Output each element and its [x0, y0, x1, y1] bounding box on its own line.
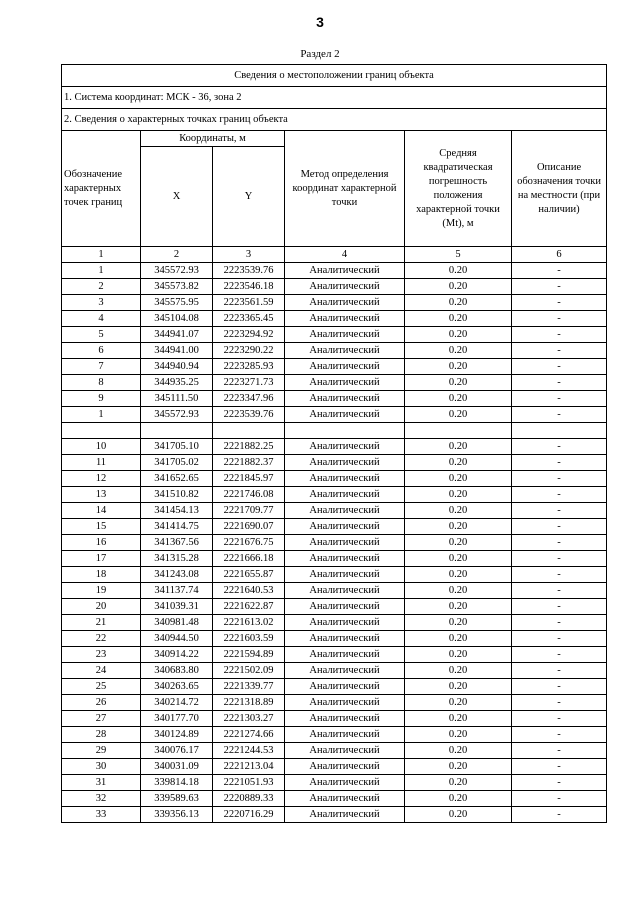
point-number: 17: [62, 551, 141, 567]
method: Аналитический: [285, 503, 405, 519]
error: 0.20: [405, 791, 512, 807]
header-x: X: [141, 147, 213, 247]
x-coordinate: 341510.82: [141, 487, 213, 503]
method: Аналитический: [285, 647, 405, 663]
error: 0.20: [405, 311, 512, 327]
description: -: [512, 263, 607, 279]
method: Аналитический: [285, 759, 405, 775]
x-coordinate: [141, 423, 213, 439]
point-number: 1: [62, 263, 141, 279]
x-coordinate: 341652.65: [141, 471, 213, 487]
table-row: [62, 487, 607, 503]
method: Аналитический: [285, 439, 405, 455]
description: -: [512, 807, 607, 823]
x-coordinate: 340031.09: [141, 759, 213, 775]
y-coordinate: 2221244.53: [213, 743, 285, 759]
error: 0.20: [405, 327, 512, 343]
description: -: [512, 295, 607, 311]
method: Аналитический: [285, 631, 405, 647]
method: Аналитический: [285, 695, 405, 711]
error: 0.20: [405, 759, 512, 775]
table-row: [62, 647, 607, 663]
error: 0.20: [405, 695, 512, 711]
table-row: [62, 263, 607, 279]
table-row: [62, 359, 607, 375]
x-coordinate: 344935.25: [141, 375, 213, 391]
y-coordinate: 2223285.93: [213, 359, 285, 375]
error: 0.20: [405, 519, 512, 535]
method: Аналитический: [285, 455, 405, 471]
table-row: [62, 583, 607, 599]
description: -: [512, 311, 607, 327]
error: 0.20: [405, 359, 512, 375]
y-coordinate: 2223365.45: [213, 311, 285, 327]
point-number: [62, 423, 141, 439]
table-row: [62, 455, 607, 471]
point-number: 15: [62, 519, 141, 535]
table-row: [62, 551, 607, 567]
header-method: Метод определения координат характерной точки: [285, 131, 405, 247]
table-row: [62, 631, 607, 647]
error: 0.20: [405, 615, 512, 631]
description: -: [512, 503, 607, 519]
x-coordinate: 341367.56: [141, 535, 213, 551]
description: -: [512, 631, 607, 647]
x-coordinate: 344940.94: [141, 359, 213, 375]
error: 0.20: [405, 503, 512, 519]
method: Аналитический: [285, 327, 405, 343]
table-row: [62, 727, 607, 743]
point-number: 21: [62, 615, 141, 631]
error: 0.20: [405, 551, 512, 567]
method: Аналитический: [285, 535, 405, 551]
table-row: [62, 711, 607, 727]
x-coordinate: 339814.18: [141, 775, 213, 791]
y-coordinate: 2221690.07: [213, 519, 285, 535]
boundary-points-table: [61, 64, 607, 823]
table-row: [62, 295, 607, 311]
y-coordinate: 2221051.93: [213, 775, 285, 791]
y-coordinate: 2220889.33: [213, 791, 285, 807]
table-row: [62, 423, 607, 439]
y-coordinate: 2221502.09: [213, 663, 285, 679]
column-number: 1: [62, 247, 141, 263]
x-coordinate: 340683.80: [141, 663, 213, 679]
error: 0.20: [405, 375, 512, 391]
method: [285, 423, 405, 439]
coordinate-system: 1. Система координат: МСК - 36, зона 2: [62, 87, 607, 109]
point-number: 25: [62, 679, 141, 695]
description: -: [512, 279, 607, 295]
x-coordinate: 341705.10: [141, 439, 213, 455]
x-coordinate: 344941.00: [141, 343, 213, 359]
description: -: [512, 551, 607, 567]
x-coordinate: 340214.72: [141, 695, 213, 711]
error: 0.20: [405, 599, 512, 615]
x-coordinate: 345104.08: [141, 311, 213, 327]
point-number: 12: [62, 471, 141, 487]
y-coordinate: 2223546.18: [213, 279, 285, 295]
point-number: 33: [62, 807, 141, 823]
table-row: [62, 679, 607, 695]
description: -: [512, 359, 607, 375]
point-number: 2: [62, 279, 141, 295]
table-row: [62, 743, 607, 759]
error: 0.20: [405, 663, 512, 679]
y-coordinate: 2221339.77: [213, 679, 285, 695]
method: Аналитический: [285, 311, 405, 327]
x-coordinate: 339356.13: [141, 807, 213, 823]
error: 0.20: [405, 487, 512, 503]
error: [405, 423, 512, 439]
y-coordinate: 2221882.25: [213, 439, 285, 455]
error: 0.20: [405, 343, 512, 359]
point-number: 30: [62, 759, 141, 775]
table-row: [62, 567, 607, 583]
table-row: [62, 807, 607, 823]
x-coordinate: 341454.13: [141, 503, 213, 519]
header-description: Описание обозначения точки на местности (при наличии): [512, 131, 607, 247]
column-number: 4: [285, 247, 405, 263]
point-number: 3: [62, 295, 141, 311]
method: Аналитический: [285, 487, 405, 503]
point-number: 26: [62, 695, 141, 711]
method: Аналитический: [285, 615, 405, 631]
y-coordinate: 2221676.75: [213, 535, 285, 551]
description: -: [512, 599, 607, 615]
y-coordinate: 2221666.18: [213, 551, 285, 567]
table-row: [62, 343, 607, 359]
description: -: [512, 727, 607, 743]
column-number: 5: [405, 247, 512, 263]
point-number: 8: [62, 375, 141, 391]
point-number: 20: [62, 599, 141, 615]
method: Аналитический: [285, 391, 405, 407]
description: -: [512, 775, 607, 791]
method: Аналитический: [285, 583, 405, 599]
description: -: [512, 471, 607, 487]
method: Аналитический: [285, 263, 405, 279]
description: -: [512, 743, 607, 759]
x-coordinate: 345572.93: [141, 263, 213, 279]
error: 0.20: [405, 647, 512, 663]
method: Аналитический: [285, 567, 405, 583]
description: -: [512, 327, 607, 343]
error: 0.20: [405, 631, 512, 647]
error: 0.20: [405, 295, 512, 311]
method: Аналитический: [285, 599, 405, 615]
error: 0.20: [405, 711, 512, 727]
point-number: 7: [62, 359, 141, 375]
method: Аналитический: [285, 359, 405, 375]
description: -: [512, 711, 607, 727]
description: -: [512, 647, 607, 663]
description: [512, 423, 607, 439]
table-row: [62, 439, 607, 455]
method: Аналитический: [285, 743, 405, 759]
x-coordinate: 340914.22: [141, 647, 213, 663]
error: 0.20: [405, 807, 512, 823]
x-coordinate: 340177.70: [141, 711, 213, 727]
point-number: 23: [62, 647, 141, 663]
error: 0.20: [405, 391, 512, 407]
error: 0.20: [405, 743, 512, 759]
y-coordinate: 2221603.59: [213, 631, 285, 647]
error: 0.20: [405, 471, 512, 487]
y-coordinate: 2223294.92: [213, 327, 285, 343]
column-number: 2: [141, 247, 213, 263]
y-coordinate: [213, 423, 285, 439]
error: 0.20: [405, 279, 512, 295]
table-row: [62, 311, 607, 327]
x-coordinate: 345572.93: [141, 407, 213, 423]
x-coordinate: 340124.89: [141, 727, 213, 743]
point-number: 19: [62, 583, 141, 599]
y-coordinate: 2223539.76: [213, 407, 285, 423]
point-number: 18: [62, 567, 141, 583]
point-number: 4: [62, 311, 141, 327]
description: -: [512, 583, 607, 599]
y-coordinate: 2220716.29: [213, 807, 285, 823]
method: Аналитический: [285, 375, 405, 391]
table-row: [62, 663, 607, 679]
header-designation: Обозначение характерных точек границ: [62, 131, 141, 247]
table-row: [62, 375, 607, 391]
table-row: [62, 599, 607, 615]
error: 0.20: [405, 455, 512, 471]
table-row: [62, 391, 607, 407]
y-coordinate: 2221746.08: [213, 487, 285, 503]
description: -: [512, 391, 607, 407]
method: Аналитический: [285, 791, 405, 807]
y-coordinate: 2221613.02: [213, 615, 285, 631]
method: Аналитический: [285, 343, 405, 359]
error: 0.20: [405, 407, 512, 423]
y-coordinate: 2223539.76: [213, 263, 285, 279]
point-number: 5: [62, 327, 141, 343]
description: -: [512, 695, 607, 711]
x-coordinate: 340981.48: [141, 615, 213, 631]
table-row: [62, 775, 607, 791]
y-coordinate: 2221303.27: [213, 711, 285, 727]
description: -: [512, 375, 607, 391]
x-coordinate: 345573.82: [141, 279, 213, 295]
description: -: [512, 615, 607, 631]
point-number: 31: [62, 775, 141, 791]
description: -: [512, 455, 607, 471]
description: -: [512, 759, 607, 775]
error: 0.20: [405, 535, 512, 551]
table-row: [62, 279, 607, 295]
header-y: Y: [213, 147, 285, 247]
point-number: 28: [62, 727, 141, 743]
y-coordinate: 2221318.89: [213, 695, 285, 711]
y-coordinate: 2221845.97: [213, 471, 285, 487]
description: -: [512, 791, 607, 807]
x-coordinate: 340944.50: [141, 631, 213, 647]
points-section-title: 2. Сведения о характерных точках границ объекта: [62, 109, 607, 131]
x-coordinate: 341243.08: [141, 567, 213, 583]
point-number: 29: [62, 743, 141, 759]
description: -: [512, 343, 607, 359]
point-number: 16: [62, 535, 141, 551]
method: Аналитический: [285, 519, 405, 535]
x-coordinate: 340076.17: [141, 743, 213, 759]
y-coordinate: 2221274.66: [213, 727, 285, 743]
point-number: 1: [62, 407, 141, 423]
x-coordinate: 341039.31: [141, 599, 213, 615]
method: Аналитический: [285, 407, 405, 423]
description: -: [512, 663, 607, 679]
point-number: 9: [62, 391, 141, 407]
description: -: [512, 439, 607, 455]
description: -: [512, 679, 607, 695]
description: -: [512, 535, 607, 551]
x-coordinate: 345111.50: [141, 391, 213, 407]
x-coordinate: 341137.74: [141, 583, 213, 599]
table-row: [62, 615, 607, 631]
y-coordinate: 2221213.04: [213, 759, 285, 775]
point-number: 14: [62, 503, 141, 519]
method: Аналитический: [285, 279, 405, 295]
y-coordinate: 2221655.87: [213, 567, 285, 583]
y-coordinate: 2223347.96: [213, 391, 285, 407]
table-row: [62, 407, 607, 423]
description: -: [512, 407, 607, 423]
point-number: 22: [62, 631, 141, 647]
description: -: [512, 567, 607, 583]
error: 0.20: [405, 567, 512, 583]
table-row: [62, 471, 607, 487]
y-coordinate: 2221882.37: [213, 455, 285, 471]
page-number: 3: [316, 14, 324, 30]
y-coordinate: 2221709.77: [213, 503, 285, 519]
method: Аналитический: [285, 775, 405, 791]
x-coordinate: 341705.02: [141, 455, 213, 471]
description: -: [512, 519, 607, 535]
header-coordinates: Координаты, м: [141, 131, 285, 147]
error: 0.20: [405, 583, 512, 599]
header-error: Средняя квадратическая погрешность положения характерной точки (Mt), м: [405, 131, 512, 247]
method: Аналитический: [285, 471, 405, 487]
error: 0.20: [405, 679, 512, 695]
table-row: [62, 519, 607, 535]
method: Аналитический: [285, 807, 405, 823]
x-coordinate: 339589.63: [141, 791, 213, 807]
point-number: 13: [62, 487, 141, 503]
column-number: 3: [213, 247, 285, 263]
method: Аналитический: [285, 663, 405, 679]
table-row: [62, 503, 607, 519]
y-coordinate: 2221640.53: [213, 583, 285, 599]
y-coordinate: 2221622.87: [213, 599, 285, 615]
point-number: 10: [62, 439, 141, 455]
column-number-row: [62, 247, 607, 263]
x-coordinate: 345575.95: [141, 295, 213, 311]
y-coordinate: 2223290.22: [213, 343, 285, 359]
x-coordinate: 341315.28: [141, 551, 213, 567]
table-row: [62, 759, 607, 775]
table-row: [62, 327, 607, 343]
table-title: Сведения о местоположении границ объекта: [62, 65, 607, 87]
error: 0.20: [405, 439, 512, 455]
x-coordinate: 340263.65: [141, 679, 213, 695]
table-row: [62, 535, 607, 551]
table-row: [62, 791, 607, 807]
error: 0.20: [405, 727, 512, 743]
y-coordinate: 2221594.89: [213, 647, 285, 663]
point-number: 32: [62, 791, 141, 807]
section-label: Раздел 2: [300, 48, 340, 60]
error: 0.20: [405, 263, 512, 279]
y-coordinate: 2223561.59: [213, 295, 285, 311]
table-row: [62, 695, 607, 711]
method: Аналитический: [285, 679, 405, 695]
method: Аналитический: [285, 551, 405, 567]
point-number: 27: [62, 711, 141, 727]
column-number: 6: [512, 247, 607, 263]
error: 0.20: [405, 775, 512, 791]
point-number: 6: [62, 343, 141, 359]
point-number: 11: [62, 455, 141, 471]
method: Аналитический: [285, 727, 405, 743]
x-coordinate: 341414.75: [141, 519, 213, 535]
x-coordinate: 344941.07: [141, 327, 213, 343]
method: Аналитический: [285, 295, 405, 311]
y-coordinate: 2223271.73: [213, 375, 285, 391]
point-number: 24: [62, 663, 141, 679]
description: -: [512, 487, 607, 503]
method: Аналитический: [285, 711, 405, 727]
